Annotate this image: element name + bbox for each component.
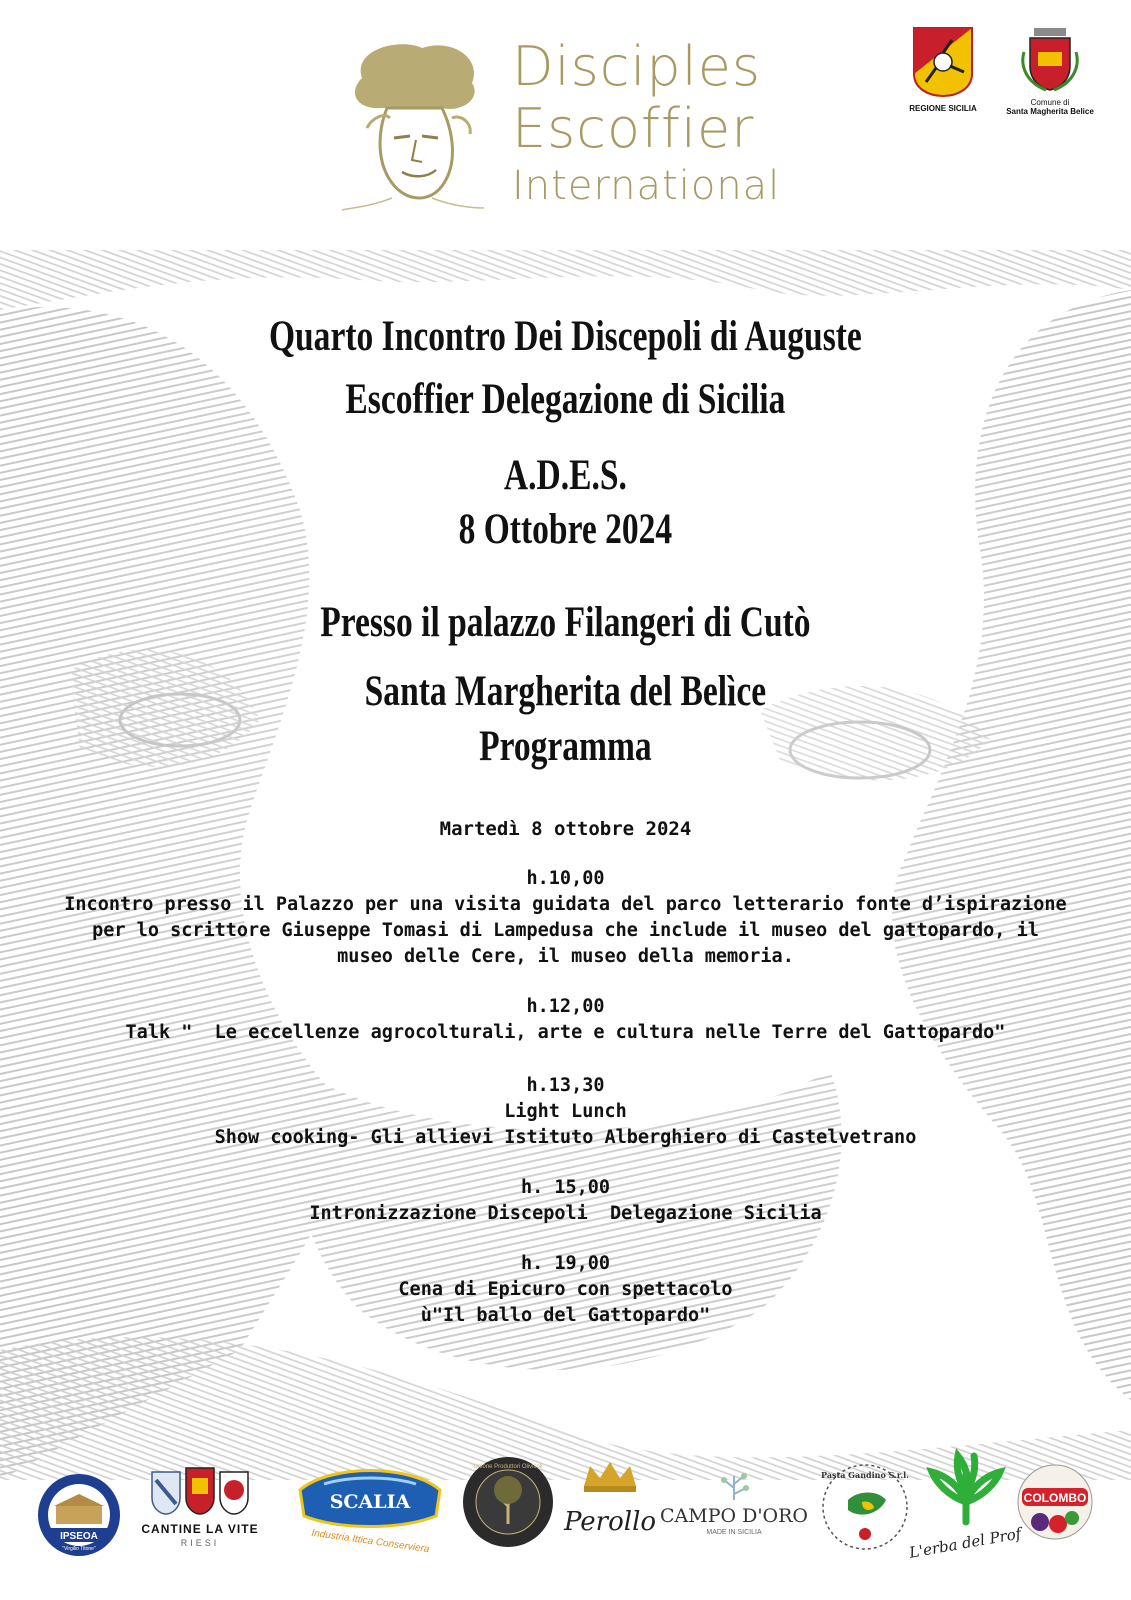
schedule-text: Incontro presso il Palazzo per una visita guidata del parco letterario fonte d’ispirazione — [64, 894, 1067, 915]
schedule-text: Show cooking- Gli allievi Istituto Alberghiero di Castelvetrano — [214, 1127, 917, 1148]
comune-crest-icon — [1020, 22, 1080, 92]
schedule-date: Martedì 8 ottobre 2024 — [439, 818, 692, 840]
title-acronym: A.D.E.S. — [503, 452, 627, 499]
unione-label: Unione Produttori Olivicoli — [473, 1464, 543, 1470]
gandino-label: Pasta Gandino S.r.l. — [821, 1470, 909, 1480]
cantine-sublabel: RIESI — [180, 1538, 220, 1548]
comune-label-line-1: Comune di — [1030, 98, 1070, 107]
ipseoa-sublabel: "Virgilio Titone" — [62, 1546, 96, 1552]
colombo-logo-icon — [1016, 1460, 1094, 1546]
comune-santa-margherita-logo — [995, 22, 1105, 116]
ipseoa-badge-icon — [36, 1472, 122, 1558]
perollo-crown-logo-icon — [563, 1456, 657, 1540]
schedule-item — [0, 1175, 1131, 1227]
regione-sicilia-logo — [908, 26, 978, 113]
title-line-1: Quarto Incontro Dei Discepoli di Auguste — [268, 313, 862, 360]
schedule-time: h.12,00 — [526, 996, 605, 1017]
schedule-time: h. 15,00 — [520, 1177, 611, 1198]
schedule-item — [0, 1073, 1131, 1151]
campo-sublabel: MADE IN SICILIA — [706, 1529, 762, 1536]
schedule-text: museo delle Cere, il museo della memoria. — [337, 946, 794, 967]
trinacria-shield-icon — [912, 26, 974, 98]
schedule-time: h. 19,00 — [520, 1253, 611, 1274]
erba-label: L'erba del Prof — [907, 1524, 1023, 1562]
venue-line-2: Santa Margherita del Belìce — [364, 668, 767, 715]
schedule-item — [0, 866, 1131, 970]
erba-del-prof-leaf-icon — [907, 1452, 1023, 1562]
campo-doro-logo-icon — [659, 1470, 809, 1540]
ipseoa-label: IPSEOA — [60, 1531, 98, 1542]
campo-label: CAMPO D'ORO — [659, 1505, 809, 1527]
colombo-label: COLOMBO — [1023, 1491, 1087, 1505]
perollo-label: Perollo — [563, 1507, 657, 1537]
header — [0, 0, 1131, 240]
brand-wordmark — [512, 35, 781, 209]
regione-label: REGIONE SICILIA — [909, 104, 977, 113]
brand-line-3: International — [512, 163, 781, 209]
pasta-gandino-seal-icon — [818, 1460, 912, 1554]
schedule-item — [0, 994, 1131, 1046]
brand-line-2: Escoffier — [512, 97, 755, 160]
schedule-time: h.13,30 — [526, 1075, 605, 1096]
schedule-text: ù"Il ballo del Gattopardo" — [420, 1305, 711, 1326]
olive-tree-seal-icon — [460, 1454, 556, 1550]
title-line-2: Escoffier Delegazione di Sicilia — [345, 376, 786, 423]
escoffier-portrait-logo — [332, 38, 492, 213]
cantine-la-vite-crests-icon — [148, 1458, 254, 1518]
brand-line-1: Disciples — [512, 35, 762, 98]
cantine-label: CANTINE LA VITE — [141, 1522, 259, 1536]
schedule-text: Cena di Epicuro con spettacolo — [398, 1279, 733, 1300]
schedule-text: Intronizzazione Discepoli Delegazione Sicilia — [309, 1203, 822, 1224]
schedule-text: Light Lunch — [504, 1101, 627, 1122]
schedule-item — [0, 1251, 1131, 1329]
schedule-time: h.10,00 — [526, 868, 605, 889]
schedule-text: per lo scrittore Giuseppe Tomasi di Lampedusa che include il museo del gattopardo, il — [92, 920, 1039, 941]
comune-label-line-2: Santa Magherita Belice — [1006, 107, 1094, 116]
scalia-logo-icon — [290, 1460, 450, 1556]
title-date: 8 Ottobre 2024 — [458, 506, 673, 553]
sponsor-logos-row — [0, 1450, 1131, 1600]
venue-line-1: Presso il palazzo Filangeri di Cutò — [320, 599, 811, 646]
scalia-sublabel: Industria Ittica Conserviera — [310, 1527, 431, 1556]
scalia-label: SCALIA — [329, 1491, 411, 1513]
schedule-text: Talk " Le eccellenze agrocolturali, arte e cultura nelle Terre del Gattopardo" — [125, 1022, 1006, 1043]
program-heading: Programma — [479, 723, 652, 770]
